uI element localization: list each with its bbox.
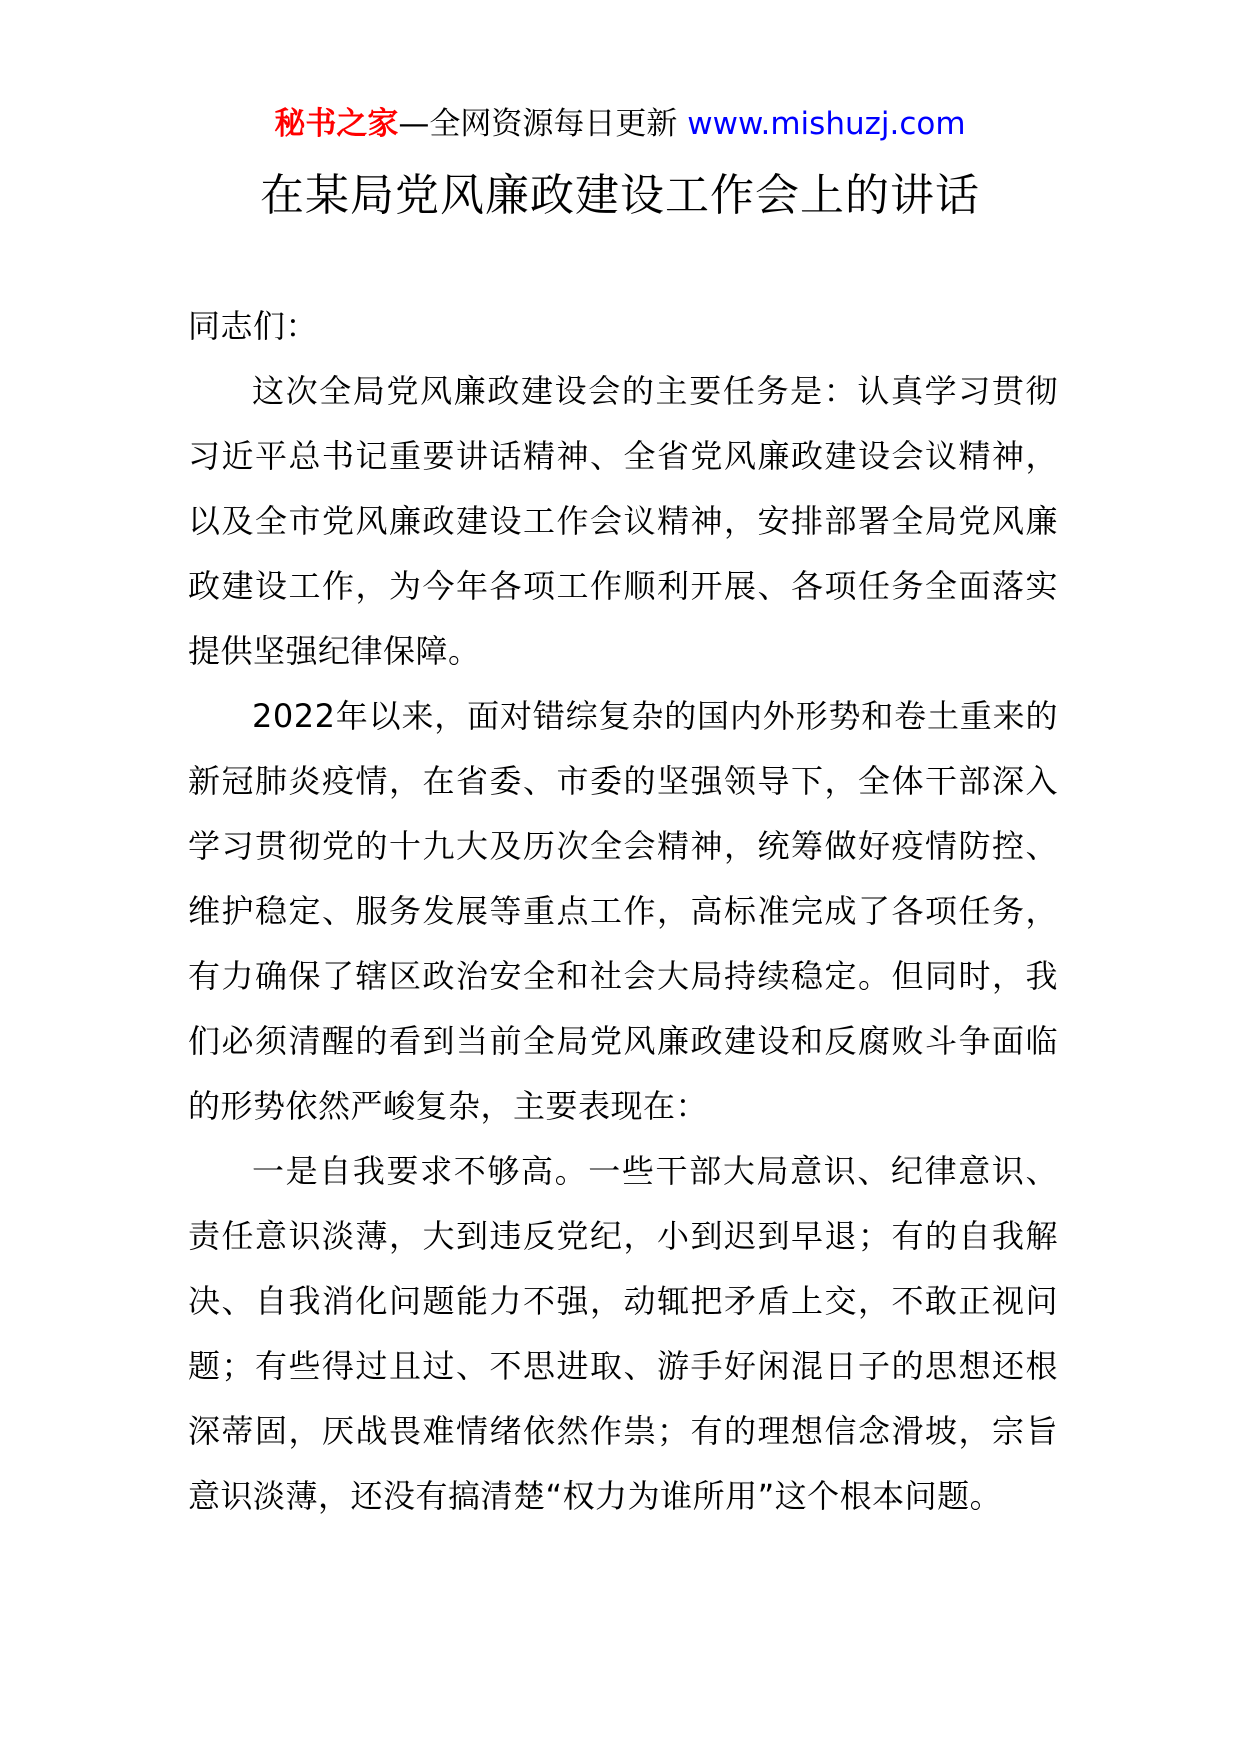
- paragraph: 这次全局党风廉政建设会的主要任务是：认真学习贯彻习近平总书记重要讲话精神、全省党风廉政建设会议精神，以及全市党风廉政建设工作会议精神，安排部署全局党风廉政建设工作，为今年各项工作顺利开展、各项任务全面落实提供坚强纪律保障。: [188, 372, 1058, 670]
- document-title: 在某局党风廉政建设工作会上的讲话: [260, 170, 980, 221]
- paragraph: 2022年以来，面对错综复杂的国内外形势和卷土重来的新冠肺炎疫情，在省委、市委的坚强领导下，全体干部深入学习贯彻党的十九大及历次全会精神，统筹做好疫情防控、维护稳定、服务发展等重点工作，高标准完成了各项任务，有力确保了辖区政治安全和社会大局持续稳定。但同时，我们必须清醒的看到当前全局党风廉政建设和反腐败斗争面临的形势依然严峻复杂，主要表现在：: [188, 697, 1058, 1125]
- paragraph: 一是自我要求不够高。一些干部大局意识、纪律意识、责任意识淡薄，大到违反党纪，小到迟到早退；有的自我解决、自我消化问题能力不强，动辄把矛盾上交，不敢正视问题；有些得过且过、不思进取、游手好闲混日子的思想还根深蒂固，厌战畏难情绪依然作祟；有的理想信念滑坡，宗旨意识淡薄，还没有搞清楚“权力为谁所用”这个根本问题。: [188, 1152, 1058, 1515]
- site-header: [0, 102, 1240, 146]
- salutation: 同志们：: [188, 307, 319, 345]
- site-url-link[interactable]: www.mishuzj.com: [687, 106, 966, 142]
- document-body: [188, 294, 1058, 1529]
- brand-name: 秘书之家: [274, 106, 399, 142]
- header-tagline: —全网资源每日更新: [398, 106, 688, 142]
